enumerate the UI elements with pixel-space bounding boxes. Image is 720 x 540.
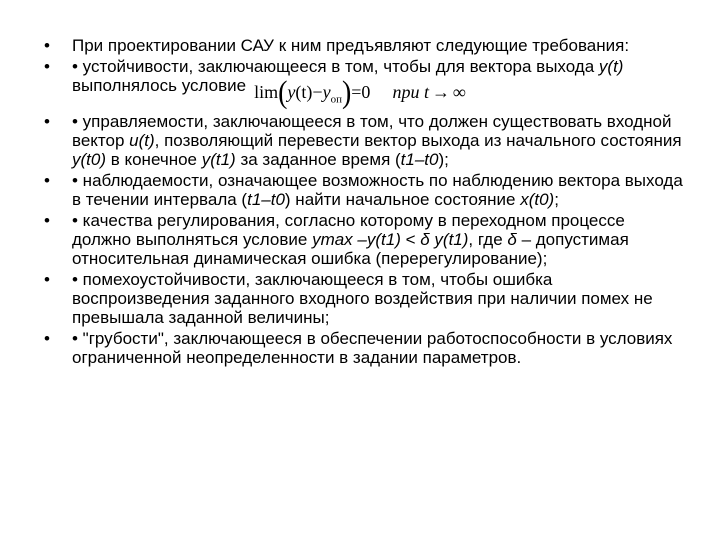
list-item-intro: [44, 36, 684, 55]
text-segment: ;: [554, 189, 559, 209]
requirements-list: [44, 36, 684, 369]
bullet-marker: •: [44, 170, 50, 190]
text-segment: • наблюдаемости, означающее возможность по наблюдению вектора выхода в течении интервала (: [72, 170, 683, 209]
text-segment: );: [438, 149, 449, 169]
text-segment: • управляемости, заключающееся в том, что должен существовать входной вектор: [72, 111, 672, 150]
formula-op-subscript: оп: [330, 93, 342, 106]
formula-cond-word: при: [392, 82, 420, 102]
list-item-robustness: [44, 329, 684, 367]
variable: y(t1): [201, 149, 236, 169]
variable: y(t1): [429, 229, 469, 249]
variable: x(t0): [520, 189, 555, 209]
stability-formula: [254, 74, 466, 111]
formula-arrow: →: [431, 82, 450, 102]
text-segment: – допустимая относительная динамическая ошибка (перерегулирование);: [72, 229, 629, 268]
text-segment: , где: [468, 229, 508, 249]
bullet-marker: •: [44, 36, 50, 55]
formula-lim: lim: [254, 82, 279, 102]
delta-symbol: δ: [507, 229, 517, 249]
item-text: При проектировании САУ к ним предъявляют следующие требования:: [72, 36, 630, 55]
variable: y(t): [598, 57, 624, 76]
text-segment: за заданное время (: [235, 149, 401, 169]
list-item-stability: [44, 57, 684, 110]
formula-paren-open: (: [278, 74, 288, 111]
formula-paren-close: ): [341, 74, 352, 111]
item-text: [72, 211, 684, 268]
formula-cond-t: t: [423, 82, 429, 102]
delta-symbol: δ: [420, 229, 430, 249]
item-text: [72, 57, 684, 110]
text-segment: ) найти начальное состояние: [284, 189, 521, 209]
text-segment: <: [400, 229, 421, 249]
text-segment: • качества регулирования, согласно которому в переходном процессе должно выполняться условие: [72, 210, 625, 249]
text-segment: • устойчивости, заключающееся в том, чтобы для вектора выхода: [72, 57, 599, 76]
bullet-marker: •: [44, 328, 50, 348]
formula-t: (t): [295, 82, 313, 102]
list-item-controllability: [44, 112, 684, 169]
variable: u(t): [129, 130, 155, 150]
formula-condition: [392, 82, 465, 102]
list-item-quality: [44, 211, 684, 268]
variable: y(t0): [72, 149, 106, 169]
text-segment: в конечное: [106, 149, 202, 169]
bullet-marker: •: [44, 57, 50, 76]
formula-minus: −: [312, 82, 323, 102]
bullet-marker: •: [44, 269, 50, 289]
item-text: • "грубости", заключающееся в обеспечении работоспособности в условиях ограниченной неопределенности в задании параметров.: [72, 328, 673, 367]
text-segment: , позволяющий перевести вектор выхода из начального состояния: [154, 130, 682, 150]
text-segment: выполнялось условие: [72, 76, 247, 95]
formula-y: y: [287, 82, 296, 102]
item-text: [72, 171, 684, 209]
item-text: [72, 112, 684, 169]
formula-infinity: ∞: [452, 82, 466, 102]
item-text: • помехоустойчивости, заключающееся в том, чтобы ошибка воспроизведения заданного входного воздействия при наличии помех не превышала заданной величины;: [72, 269, 653, 327]
variable: t1–t0: [400, 149, 439, 169]
formula-yop: y: [322, 82, 331, 102]
list-item-observability: [44, 171, 684, 209]
formula-equals: =0: [351, 82, 371, 102]
variable: t1–t0: [247, 189, 285, 209]
variable: ymax –y(t1): [312, 229, 401, 249]
bullet-marker: •: [44, 111, 50, 131]
list-item-noise-immunity: [44, 270, 684, 327]
bullet-marker: •: [44, 210, 50, 230]
